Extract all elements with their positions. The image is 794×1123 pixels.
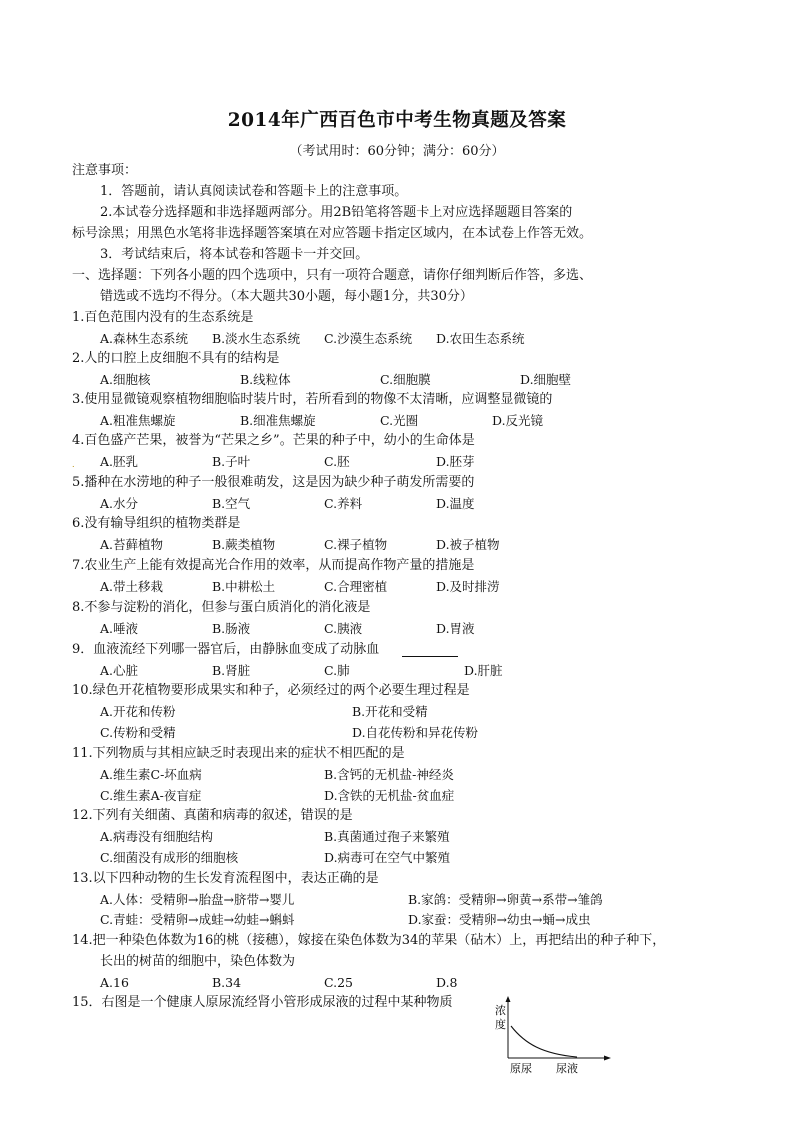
question-14-stem: 14.把一种染色体数为16的桃（接穗），嫁接在染色体数为34的苹果（砧木）上，再把结出的种子种下， (72, 933, 666, 948)
question-6-option-d: D.被子植物 (436, 537, 500, 552)
question-14-option-b: B.34 (212, 975, 242, 990)
question-3-option-d: D.反光镜 (492, 413, 544, 428)
y-label-char-1: 浓 (495, 1004, 506, 1017)
x-label-start: 原尿 (510, 1062, 532, 1075)
notice-item-1: 1．答题前，请认真阅读试卷和答题卡上的注意事项。 (100, 184, 408, 199)
question-5-option-d: D.温度 (436, 496, 475, 511)
question-7-stem: 7.农业生产上能有效提高光合作用的效率，从而提高作物产量的措施是 (72, 558, 475, 573)
answer-blank (402, 656, 458, 657)
question-11-option-c: C.维生素A-夜盲症 (100, 788, 202, 803)
question-3-stem: 3.使用显微镜观察植物细胞临时装片时，若所看到的物像不太清晰，应调整显微镜的 (72, 392, 553, 407)
section-heading: 一、选择题：下列各小题的四个选项中，只有一项符合题意，请你仔细判断后作答，多选、 (72, 268, 593, 283)
concentration-curve (511, 1026, 577, 1057)
question-12-option-b: B.真菌通过孢子来繁殖 (324, 829, 450, 844)
question-11-option-a: A.维生素C-坏血病 (100, 767, 202, 782)
y-axis-arrow (506, 996, 511, 1002)
question-11-option-b: B.含钙的无机盐-神经炎 (324, 767, 454, 782)
question-13-option-c: C.青蛙：受精卵→成蛙→幼蛙→蝌蚪 (100, 912, 295, 927)
question-8-option-c: C.胰液 (324, 621, 363, 636)
question-9-option-a: A.心脏 (100, 663, 139, 678)
question-4-option-d: D.胚芽 (436, 454, 475, 469)
question-14-option-d: D.8 (436, 975, 458, 990)
question-7-option-c: C.合理密植 (324, 579, 388, 594)
question-6-stem: 6.没有输导组织的植物类群是 (72, 516, 241, 531)
question-8-option-d: D.胃液 (436, 621, 475, 636)
question-14-stem-cont: 长出的树苗的细胞中，染色体数为 (100, 954, 296, 969)
question-3-option-b: B.细准焦螺旋 (240, 413, 316, 428)
y-label-char-2: 度 (495, 1018, 506, 1031)
question-9-option-c: C.肺 (324, 663, 350, 678)
question-7-option-b: B.中耕松土 (212, 579, 276, 594)
question-14-option-c: C.25 (324, 975, 353, 990)
notice-item-3: 3．考试结束后，将本试卷和答题卡一并交回。 (100, 247, 369, 262)
question-5-option-b: B.空气 (212, 496, 251, 511)
question-9-option-d: D.肝脏 (464, 663, 503, 678)
page-subtitle: （考试用时：60分钟；满分：60分） (289, 144, 505, 159)
question-4-option-b: B.子叶 (212, 454, 251, 469)
question-6-option-b: B.蕨类植物 (212, 537, 276, 552)
question-10-option-c: C.传粉和受精 (100, 725, 176, 740)
question-8-option-b: B.肠液 (212, 621, 251, 636)
question-10-option-b: B.开花和受精 (352, 704, 428, 719)
question-5-option-a: A.水分 (100, 496, 139, 511)
question-3-option-a: A.粗准焦螺旋 (100, 413, 176, 428)
question-10-option-a: A.开花和传粉 (100, 704, 176, 719)
question-13-option-b: B.家鸽：受精卵→卵黄→系带→雏鸽 (408, 892, 603, 907)
question-13-option-a: A.人体：受精卵→胎盘→脐带→婴儿 (100, 892, 295, 907)
question-4-option-a: A.胚乳 (100, 454, 139, 469)
question-6-option-a: A.苔藓植物 (100, 537, 164, 552)
question-1-option-b: B.淡水生态系统 (212, 331, 301, 346)
question-9-stem: 9．血液流经下列哪一器官后，由静脉血变成了动脉血 (72, 642, 380, 657)
notice-item-2a: 2.本试卷分选择题和非选择题两部分。用2B铅笔将答题卡上对应选择题题目答案的 (100, 205, 573, 220)
stray-mark: . (72, 460, 75, 469)
question-2-option-a: A.细胞核 (100, 372, 151, 387)
question-15-stem: 15．右图是一个健康人原尿流经肾小管形成尿液的过程中某种物质 (72, 995, 453, 1010)
question-8-stem: 8.不参与淀粉的消化，但参与蛋白质消化的消化液是 (72, 600, 371, 615)
question-7-option-a: A.带土移栽 (100, 579, 164, 594)
question-6-option-c: C.裸子植物 (324, 537, 388, 552)
question-2-option-c: C.细胞膜 (380, 372, 431, 387)
notice-heading: 注意事项： (72, 163, 138, 178)
question-8-option-a: A.唾液 (100, 621, 139, 636)
question-11-stem: 11.下列物质与其相应缺乏时表现出来的症状不相匹配的是 (72, 746, 405, 761)
section-heading-cont: 错选或不选均不得分。（本大题共30小题，每小题1分，共30分） (100, 289, 473, 304)
question-4-option-c: C.胚 (324, 454, 350, 469)
question-10-option-d: D.自花传粉和异花传粉 (352, 725, 479, 740)
question-2-option-d: D.细胞壁 (520, 372, 572, 387)
question-1-stem: 1.百色范围内没有的生态系统是 (72, 310, 254, 325)
question-12-option-d: D.病毒可在空气中繁殖 (324, 850, 451, 865)
question-2-option-b: B.线粒体 (240, 372, 291, 387)
question-2-stem: 2.人的口腔上皮细胞不具有的结构是 (72, 351, 280, 366)
notice-item-2b: 标号涂黑；用黑色水笔将非选择题答案填在对应答题卡指定区域内，在本试卷上作答无效。 (72, 226, 593, 241)
question-12-stem: 12.下列有关细菌、真菌和病毒的叙述，错误的是 (72, 808, 353, 823)
question-5-option-c: C.养料 (324, 496, 363, 511)
x-axis-arrow (604, 1056, 611, 1061)
question-3-option-c: C.光圈 (380, 413, 419, 428)
question-14-option-a: A.16 (100, 975, 129, 990)
question-13-stem: 13.以下四种动物的生长发育流程图中，表达正确的是 (72, 871, 379, 886)
question-1-option-a: A.森林生态系统 (100, 331, 189, 346)
question-13-option-d: D.家蚕：受精卵→幼虫→蛹→成虫 (408, 912, 591, 927)
x-label-end: 尿液 (556, 1062, 578, 1075)
question-4-stem: 4.百色盛产芒果，被誉为“芒果之乡”。芒果的种子中，幼小的生命体是 (72, 433, 475, 448)
page-title: 2014年广西百色市中考生物真题及答案 (227, 110, 567, 131)
concentration-figure (491, 996, 611, 1076)
question-10-stem: 10.绿色开花植物要形成果实和种子，必须经过的两个必要生理过程是 (72, 683, 470, 698)
question-11-option-d: D.含铁的无机盐-贫血症 (324, 788, 455, 803)
question-12-option-a: A.病毒没有细胞结构 (100, 829, 214, 844)
question-7-option-d: D.及时排涝 (436, 579, 500, 594)
question-9-option-b: B.肾脏 (212, 663, 251, 678)
question-1-option-c: C.沙漠生态系统 (324, 331, 413, 346)
question-1-option-d: D.农田生态系统 (436, 331, 525, 346)
question-5-stem: 5.播种在水涝地的种子一般很难萌发，这是因为缺少种子萌发所需要的 (72, 475, 475, 490)
question-12-option-c: C.细菌没有成形的细胞核 (100, 850, 239, 865)
